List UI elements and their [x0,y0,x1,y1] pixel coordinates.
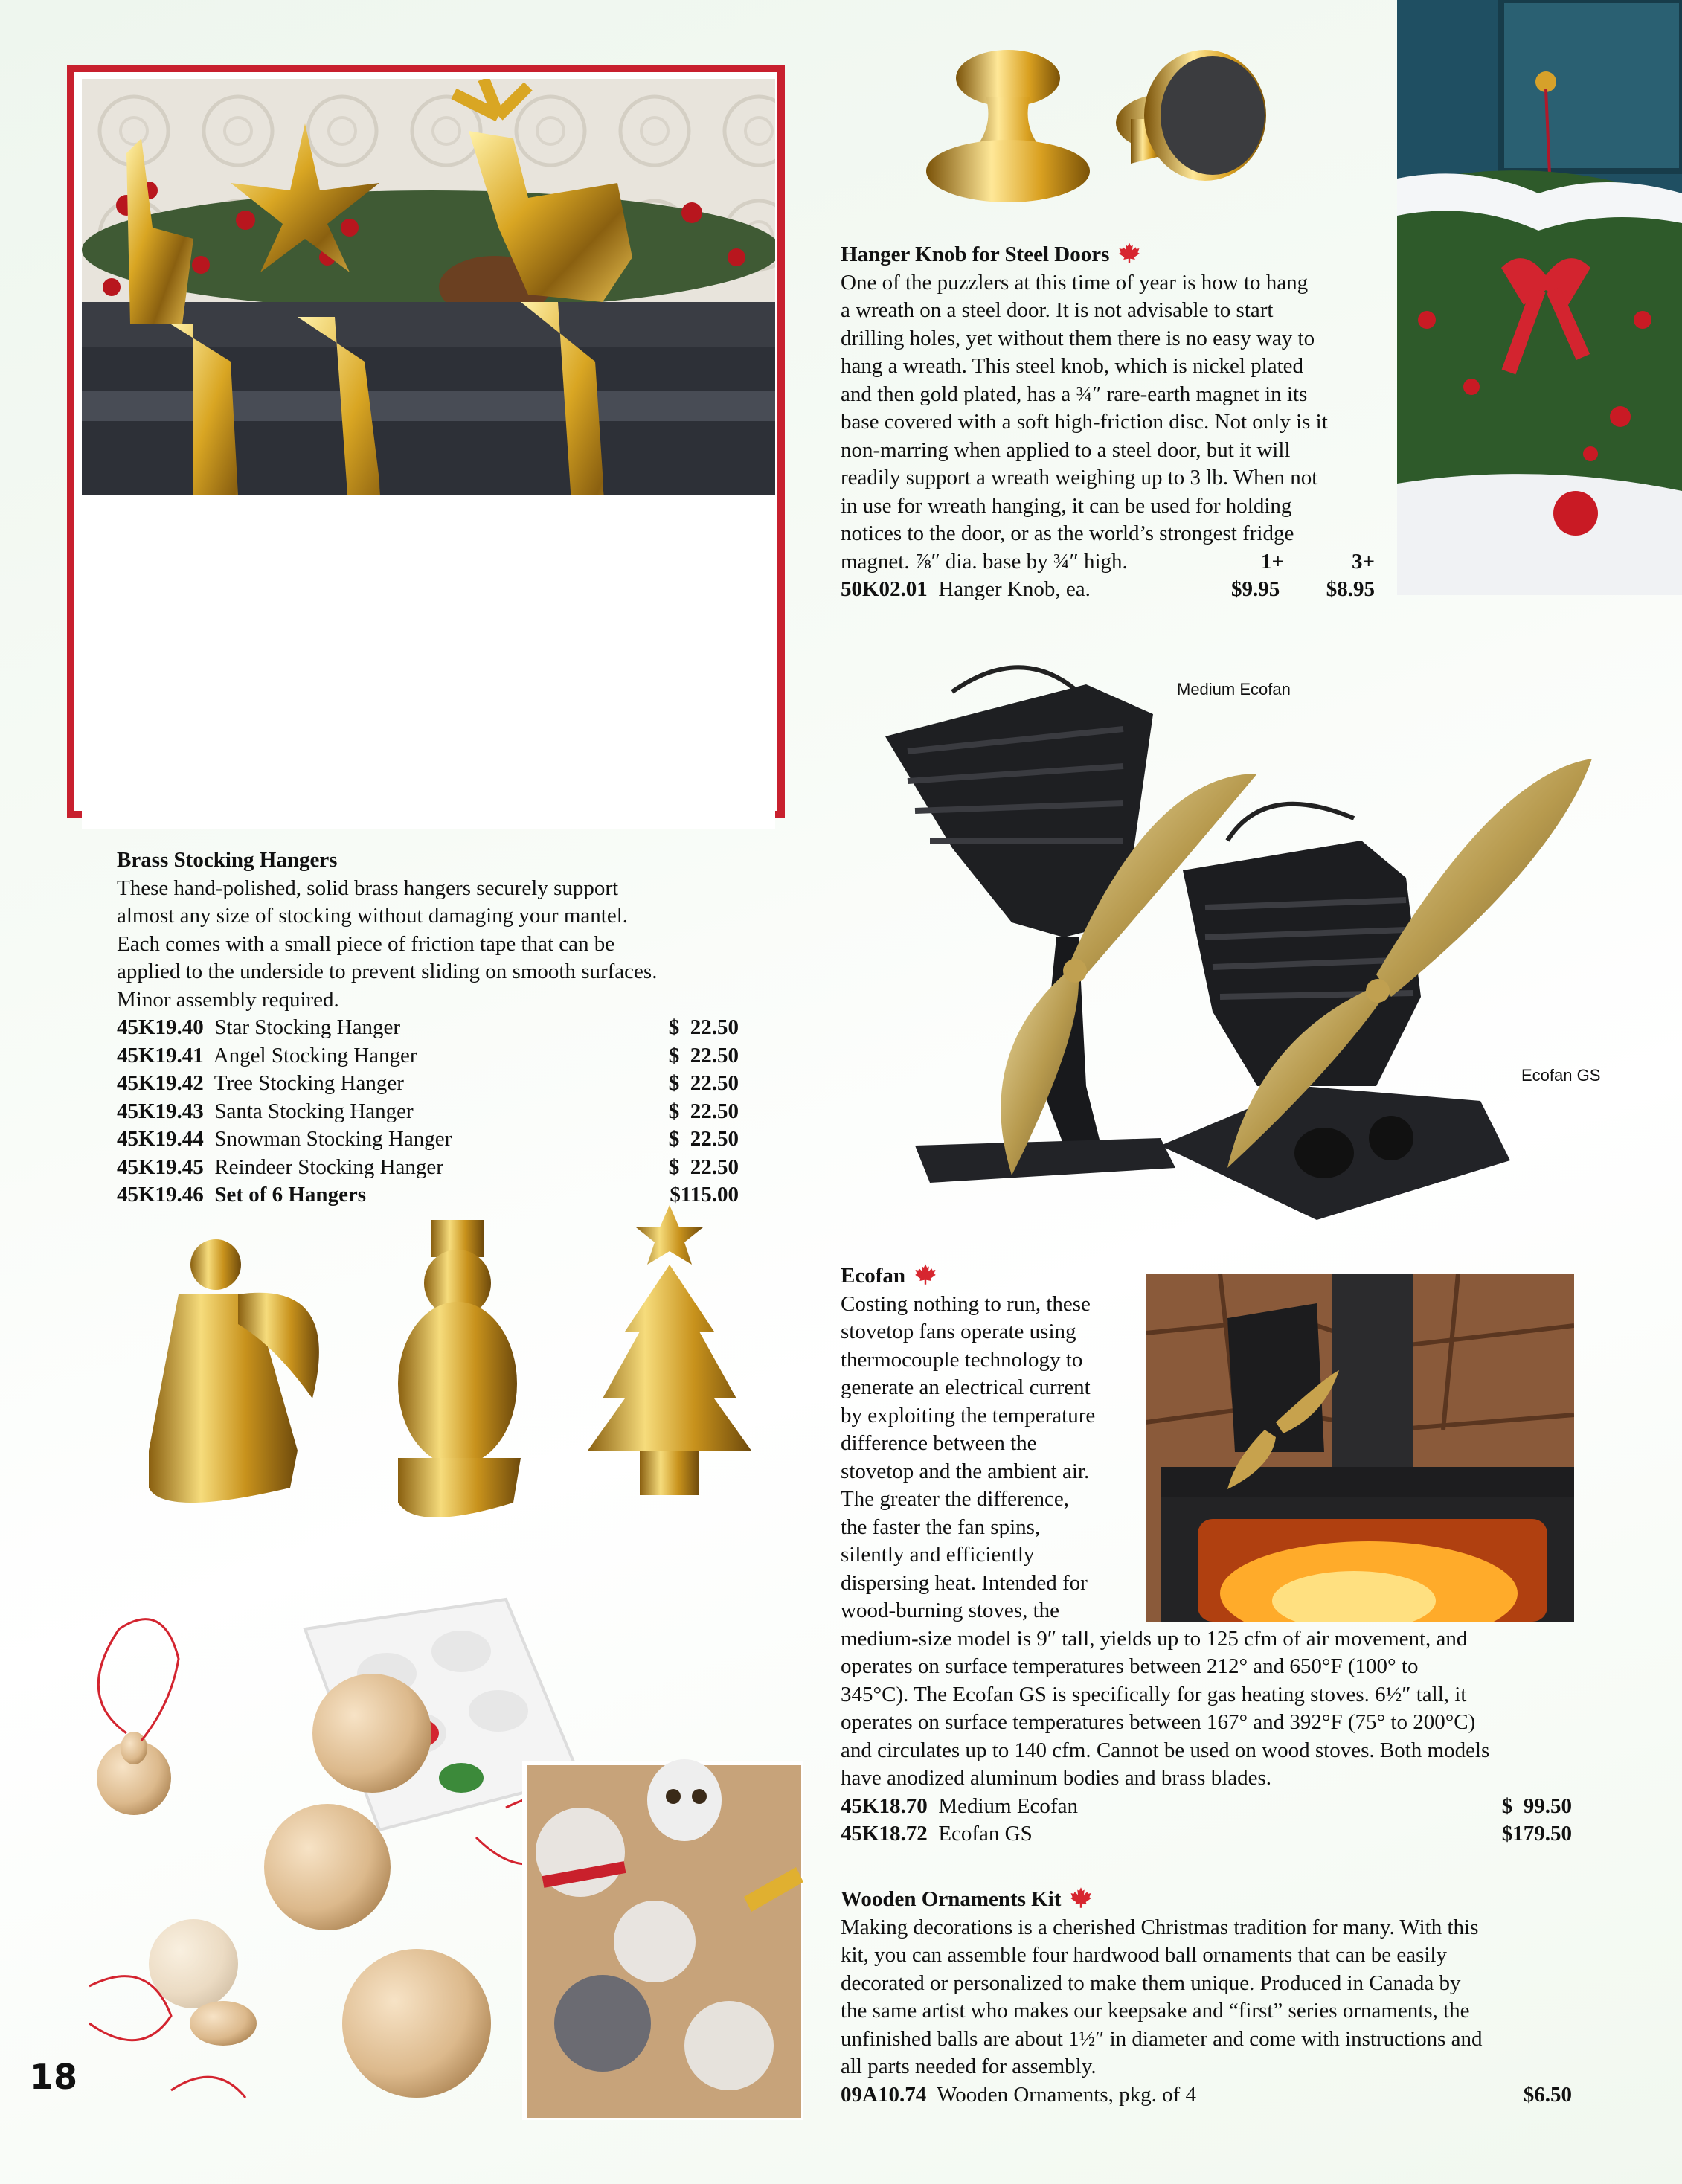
body-line: in use for wreath hanging, it can be used for holding [841,493,1292,518]
body-line: base covered with a soft high-friction disc. Not only is it [841,410,1328,434]
product-price: $ 22.50 [668,1043,739,1067]
body-line: decorated or personalized to make them unique. Produced in Canada by [841,1971,1461,1995]
body-line: Each comes with a small piece of friction tape that can be [117,931,615,956]
body-line: a wreath on a steel door. It is not advisable to start [841,298,1274,322]
brass-hangers-text [117,847,739,1210]
body-line: The greater the difference, [841,1487,1069,1511]
ornaments-text [841,1886,1572,2109]
product-row [117,1042,739,1070]
product-sku: 45K19.41 [117,1043,204,1067]
product-price: $179.50 [1501,1822,1572,1846]
body-line: readily support a wreath weighing up to 3 lb. When not [841,466,1318,489]
body-line: the faster the fan spins, [841,1515,1041,1539]
angel-snowman-tree-hangers-photo [104,1205,759,1544]
product-list [117,1014,739,1210]
product-name: Angel Stocking Hanger [213,1043,417,1067]
body-line: and then gold plated, has a ¾″ rare-earth magnet in its [841,382,1308,406]
product-row [117,1098,739,1126]
product-price: $ 22.50 [668,1127,739,1151]
product-row [117,1154,739,1182]
product-sku: 45K19.42 [117,1071,204,1095]
body-line: hang a wreath. This steel knob, which is nickel plated [841,354,1303,378]
wooden-ornaments-photo [60,1584,803,2120]
maple-leaf-icon [914,1263,937,1285]
body-line: One of the puzzlers at this time of year is how to hang [841,270,1309,295]
product-row [841,576,1375,604]
brass-hangers-title: Brass Stocking Hangers [117,848,338,872]
product-name: Reindeer Stocking Hanger [214,1154,443,1179]
product-name: Hanger Knob, ea. [938,577,1091,601]
product-sku: 09A10.74 [841,2082,927,2107]
product-sku: 50K02.01 [841,577,928,601]
product-sku: 45K18.72 [841,1822,928,1846]
product-row [841,1793,1572,1821]
product-row [841,1820,1572,1849]
product-name: Ecofan GS [938,1822,1033,1846]
body-line: Costing nothing to run, these [841,1291,1091,1316]
product-price: $ 22.50 [668,1099,739,1123]
product-row [841,2081,1572,2110]
product-price: $115.00 [670,1183,739,1207]
hanger-knob-title [841,241,1375,269]
product-sku: 45K19.45 [117,1154,204,1179]
ornaments-title [841,1886,1572,1914]
body-line: have anodized aluminum bodies and brass blades. [841,1766,1272,1790]
body-line: unfinished balls are about 1½″ in diameter and come with instructions and [841,2026,1483,2051]
body-line: operates on surface temperatures between 212° and 650°F (100° to [841,1654,1419,1678]
ecofan-text [841,1262,1572,1849]
body-line: operates on surface temperatures between 167° and 392°F (75° to 200°C) [841,1710,1476,1734]
body-line: stovetop and the ambient air. [841,1459,1090,1483]
product-name: Snowman Stocking Hanger [214,1127,452,1151]
mantel-stocking-photo [82,79,775,829]
body-line: by exploiting the temperature [841,1403,1096,1427]
ecofan-gs-caption: Ecofan GS [1521,1066,1601,1085]
wreath-door-photo [1397,0,1682,595]
ecofan-pair-photo [841,625,1607,1257]
body-line: kit, you can assemble four hardwood ball ornaments that can be easily [841,1943,1447,1967]
product-price: $6.50 [1523,2082,1572,2107]
product-row [117,1070,739,1098]
price-qty-1: $9.95 [1231,577,1280,601]
product-name: Santa Stocking Hanger [214,1099,414,1123]
hanger-knob-text [841,241,1375,604]
body-line: stovetop fans operate using [841,1320,1076,1343]
medium-ecofan-caption: Medium Ecofan [1177,680,1291,698]
body-line: Minor assembly required. [117,987,339,1012]
hanger-knob-photo [915,45,1280,216]
body-line: almost any size of stocking without damaging your mantel. [117,904,629,928]
body-line: drilling holes, yet without them there is no easy way to [841,326,1315,350]
price-qty-3: $8.95 [1326,577,1375,601]
product-name: Wooden Ornaments, pkg. of 4 [937,2082,1197,2107]
product-row [117,1125,739,1154]
body-line: notices to the door, or as the world’s strongest fridge [841,521,1294,545]
body-line: silently and efficiently [841,1543,1035,1567]
qty-1-label: 1+ [1261,549,1285,574]
product-name: Set of 6 Hangers [214,1183,367,1207]
qty-header-row [841,548,1375,576]
body-line: These hand-polished, solid brass hangers securely support [117,876,619,900]
body-line: medium-size model is 9″ tall, yields up to 125 cfm of air movement, and [841,1626,1468,1651]
product-name: Tree Stocking Hanger [214,1071,404,1095]
body-line: 345°C). The Ecofan GS is specifically for gas heating stoves. 6½″ tall, it [841,1682,1467,1706]
product-sku: 45K18.70 [841,1793,928,1818]
hanger-knob-title-text: Hanger Knob for Steel Doors [841,243,1110,266]
ecofan-title [841,1262,1572,1291]
body-line: thermocouple technology to [841,1347,1083,1372]
product-price: $ 22.50 [668,1015,739,1039]
body-line: wood-burning stoves, the [841,1599,1059,1622]
product-price: $ 99.50 [1501,1793,1572,1818]
product-row [117,1014,739,1042]
body-line: dispersing heat. Intended for [841,1570,1088,1595]
product-price: $ 22.50 [668,1071,739,1095]
page-number: 18 [30,2057,78,2097]
product-sku: 45K19.46 [117,1183,204,1207]
product-price: $ 22.50 [668,1154,739,1179]
product-name: Medium Ecofan [938,1793,1078,1818]
maple-leaf-icon [1070,1886,1092,1909]
body-line: Making decorations is a cherished Christmas tradition for many. With this [841,1915,1479,1939]
ornaments-title-text: Wooden Ornaments Kit [841,1887,1062,1911]
product-sku: 45K19.44 [117,1127,204,1151]
product-name: Star Stocking Hanger [214,1015,400,1039]
maple-leaf-icon [1118,242,1140,264]
body-line: generate an electrical current [841,1375,1091,1399]
product-sku: 45K19.43 [117,1099,204,1123]
body-line: applied to the underside to prevent sliding on smooth surfaces. [117,960,658,983]
body-line: magnet. ⅞″ dia. base by ¾″ high. [841,549,1128,574]
qty-3-label: 3+ [1351,549,1375,574]
product-sku: 45K19.40 [117,1015,204,1039]
ecofan-title-text: Ecofan [841,1264,905,1288]
body-line: and circulates up to 140 cfm. Cannot be used on wood stoves. Both models [841,1738,1490,1762]
body-line: the same artist who makes our keepsake and “first” series ornaments, the [841,1999,1470,2023]
body-line: all parts needed for assembly. [841,2055,1097,2078]
body-line: non-marring when applied to a steel door, but it will [841,437,1291,462]
body-line: difference between the [841,1431,1037,1455]
